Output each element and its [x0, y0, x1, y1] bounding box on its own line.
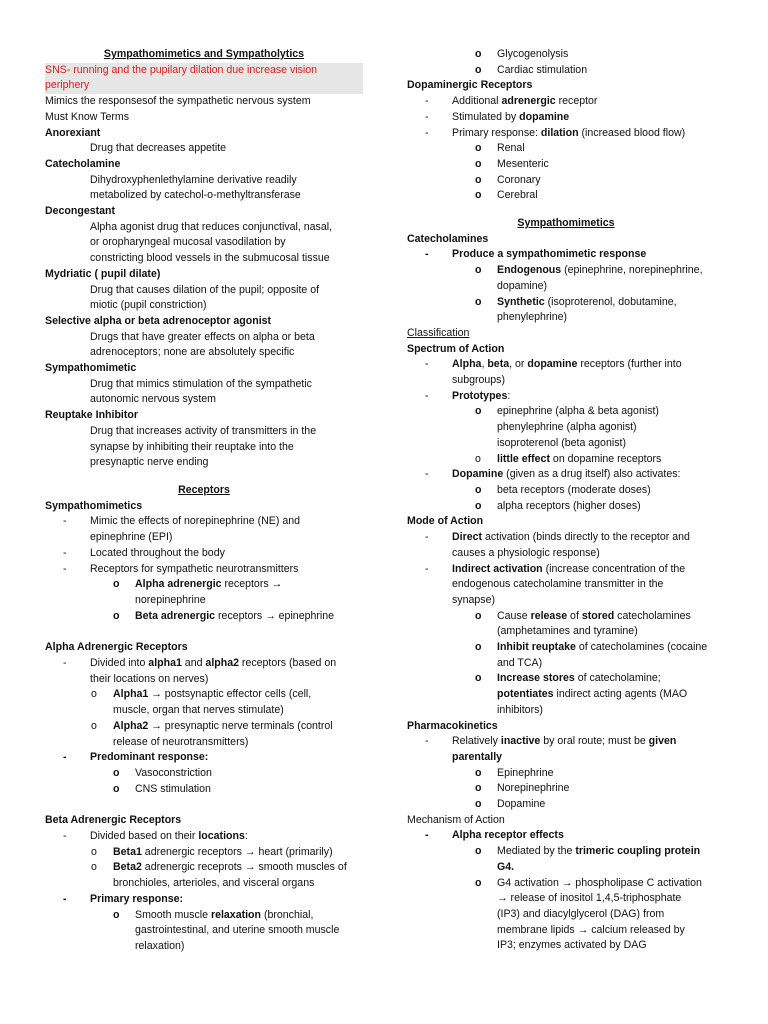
bullet-marker: o: [475, 173, 482, 186]
text-line: [407, 656, 725, 672]
text-line: [407, 326, 725, 342]
line-text: little effect on dopamine receptors: [497, 452, 662, 465]
bullet-marker: -: [425, 829, 429, 842]
bullet-marker: -: [425, 358, 429, 371]
line-text: Dihydroxyphenlethylamine derivative readily: [90, 173, 297, 186]
line-text: metabolized by catechol-o-methyltransferase: [90, 189, 301, 202]
text-line: [407, 750, 725, 766]
line-text: alpha receptors (higher doses): [497, 499, 641, 512]
line-text: G4.: [497, 860, 515, 873]
bullet-marker: o: [475, 157, 482, 170]
bullet-marker: -: [425, 389, 429, 402]
text-line: [407, 530, 725, 546]
line-text: → release of inositol 1,4,5-triphosphate: [497, 892, 682, 905]
text-line: [407, 110, 725, 126]
text-line: [45, 923, 363, 939]
term-heading: [45, 157, 363, 173]
text-line: [45, 845, 363, 861]
bullet-marker: o: [113, 766, 120, 779]
bullet-marker: o: [475, 189, 482, 202]
term-heading: [407, 232, 725, 248]
text-line: [407, 609, 725, 625]
term-heading: [45, 267, 363, 283]
text-line: [45, 424, 363, 440]
line-text: epinephrine (EPI): [90, 531, 173, 544]
line-text: Renal: [497, 142, 525, 155]
line-text: Mimic the effects of norepinephrine (NE) and: [90, 515, 301, 528]
line-text: Receptors for sympathetic neurotransmitters: [90, 562, 299, 575]
line-text: adrenoceptors; none are absolutely specific: [90, 346, 295, 359]
line-text: Spectrum of Action: [407, 342, 505, 355]
line-text: G4 activation → phospholipase C activation: [497, 876, 702, 889]
text-line: [407, 546, 725, 562]
line-text: periphery: [45, 79, 90, 92]
line-text: Coronary: [497, 173, 541, 186]
text-line: [45, 188, 363, 204]
line-text: Pharmacokinetics: [407, 719, 498, 732]
text-line: [45, 703, 363, 719]
line-text: Norepinephrine: [497, 782, 570, 795]
line-text: Produce a sympathomimetic response: [452, 248, 647, 261]
line-text: Divided into alpha1 and alpha2 receptors (based on: [90, 657, 337, 670]
bullet-marker: o: [475, 264, 482, 277]
line-text: relaxation): [135, 939, 185, 952]
bullet-marker: o: [475, 641, 482, 654]
bullet-marker: o: [91, 719, 97, 732]
line-text: Sympathomimetics: [45, 499, 143, 512]
section-heading: [407, 216, 725, 232]
bullet-marker: -: [63, 892, 67, 905]
text-line: [407, 907, 725, 923]
text-line: [407, 373, 725, 389]
line-text: Drug that causes dilation of the pupil; opposite of: [90, 283, 320, 296]
text-line: [407, 703, 725, 719]
text-line: [45, 656, 363, 672]
line-text: constricting blood vessels in the submucosal tissue: [90, 252, 330, 265]
line-text: Mesenteric: [497, 157, 549, 170]
text-line: [407, 860, 725, 876]
line-text: phenylephrine (alpha agonist): [497, 421, 637, 434]
text-line: [45, 782, 363, 798]
bullet-marker: o: [475, 845, 482, 858]
text-line: [45, 609, 363, 625]
line-text: Stimulated by dopamine: [452, 110, 570, 123]
line-text: Primary response: dilation (increased blood flow): [452, 126, 686, 139]
text-line: [45, 235, 363, 251]
line-text: Primary response:: [90, 892, 184, 905]
text-line: [45, 514, 363, 530]
line-text: muscle, organ that nerves stimulate): [113, 704, 284, 717]
line-text: Direct activation (binds directly to the receptor and: [452, 531, 690, 544]
line-text: release of neurotransmitters): [113, 735, 249, 748]
text-line: [45, 593, 363, 609]
term-heading: [45, 361, 363, 377]
line-text: Endogenous (epinephrine, norepinephrine,: [497, 264, 703, 277]
text-line: [407, 797, 725, 813]
line-text: Relatively inactive by oral route; must be given: [452, 735, 677, 748]
term-heading: [45, 204, 363, 220]
bullet-marker: o: [475, 798, 482, 811]
term-heading: [407, 514, 725, 530]
line-text: Drugs that have greater effects on alpha or beta: [90, 330, 315, 343]
line-text: inhibitors): [497, 703, 543, 716]
text-line: [45, 141, 363, 157]
bullet-marker: o: [475, 483, 482, 496]
text-line: [407, 467, 725, 483]
text-line: [407, 876, 725, 892]
line-text: Cause release of stored catecholamines: [497, 609, 691, 622]
line-text: Drug that mimics stimulation of the sympathetic: [90, 377, 312, 390]
text-line: [407, 141, 725, 157]
line-text: Beta Adrenergic Receptors: [45, 814, 182, 827]
term-heading: [45, 813, 363, 829]
left-column: [45, 47, 363, 955]
text-line: [45, 345, 363, 361]
bullet-marker: -: [425, 735, 429, 748]
line-text: (IP3) and diacylglycerol (DAG) from: [497, 907, 665, 920]
bullet-marker: o: [475, 48, 482, 60]
text-line: [45, 672, 363, 688]
line-text: Receptors: [178, 483, 230, 496]
line-text: synapse): [452, 593, 495, 606]
line-text: Mode of Action: [407, 515, 484, 528]
text-line: [407, 247, 725, 263]
text-line: [45, 78, 363, 94]
bullet-marker: -: [63, 515, 67, 528]
text-line: [407, 452, 725, 468]
text-line: [407, 593, 725, 609]
text-line: [45, 546, 363, 562]
line-text: gastrointestinal, and uterine smooth muscle: [135, 924, 340, 937]
line-text: Catecholamines: [407, 232, 489, 245]
line-text: Indirect activation (increase concentration of the: [452, 562, 686, 575]
line-text: bronchioles, arterioles, and visceral organs: [113, 877, 315, 890]
section-heading: [45, 483, 363, 499]
line-text: Mediated by the trimeric coupling protein: [497, 845, 701, 858]
text-line: [45, 735, 363, 751]
line-text: Alpha1 → postsynaptic effector cells (cell,: [113, 688, 312, 701]
line-text: Selective alpha or beta adrenoceptor agonist: [45, 314, 272, 327]
line-text: IP3; enzymes activated by DAG: [497, 939, 647, 952]
line-text: autonomic nervous system: [90, 393, 217, 406]
text-line: [407, 436, 725, 452]
section-heading: [45, 47, 363, 63]
line-text: Located throughout the body: [90, 546, 225, 559]
bullet-marker: o: [91, 688, 97, 701]
text-line: [45, 908, 363, 924]
line-text: Sympathomimetic: [45, 362, 137, 375]
text-line: [45, 939, 363, 955]
term-heading: [407, 342, 725, 358]
text-line: [407, 188, 725, 204]
bullet-marker: o: [475, 672, 482, 685]
bullet-marker: o: [475, 609, 482, 622]
text-line: [45, 110, 363, 126]
text-line: [407, 844, 725, 860]
text-line: [407, 404, 725, 420]
line-text: Alpha2 → presynaptic nerve terminals (control: [113, 719, 333, 732]
line-text: Synthetic (isoproterenol, dobutamine,: [497, 295, 677, 308]
text-line: [45, 860, 363, 876]
text-line: [407, 923, 725, 939]
text-line: [407, 173, 725, 189]
text-line: [407, 357, 725, 373]
text-line: [45, 719, 363, 735]
line-text: Vasoconstriction: [135, 766, 212, 779]
line-text: Prototypes:: [452, 389, 511, 402]
term-heading: [407, 78, 725, 94]
text-line: [407, 687, 725, 703]
line-text: Predominant response:: [90, 751, 209, 764]
text-line: [45, 298, 363, 314]
line-text: Beta adrenergic receptors → epinephrine: [135, 609, 335, 622]
text-line: [407, 781, 725, 797]
line-text: Alpha Adrenergic Receptors: [45, 641, 188, 654]
line-text: Mechanism of Action: [407, 813, 505, 826]
bullet-marker: -: [63, 830, 67, 843]
bullet-marker: o: [113, 782, 120, 795]
line-text: isoproterenol (beta agonist): [497, 436, 626, 449]
line-text: norepinephrine: [135, 593, 206, 606]
bullet-marker: o: [475, 142, 482, 155]
line-text: Mydriatic ( pupil dilate): [45, 267, 161, 280]
bullet-marker: o: [475, 782, 482, 795]
line-text: Reuptake Inhibitor: [45, 409, 138, 422]
line-text: Cardiac stimulation: [497, 63, 588, 76]
line-text: Sympathomimetics and Sympatholytics: [103, 48, 305, 60]
text-line: [45, 687, 363, 703]
line-text: Alpha, beta, or dopamine receptors (further into: [452, 358, 682, 371]
line-text: dopamine): [497, 279, 548, 292]
line-text: Beta2 adrenergic receprots → smooth muscles of: [113, 861, 347, 874]
line-text: Smooth muscle relaxation (bronchial,: [135, 908, 314, 921]
line-text: Classification: [407, 326, 470, 339]
text-line: [45, 530, 363, 546]
line-text: Alpha receptor effects: [452, 829, 564, 842]
bullet-marker: o: [475, 452, 481, 465]
text-line: [45, 251, 363, 267]
text-line: [45, 829, 363, 845]
line-text: or oropharyngeal mucosal vasodilation by: [90, 236, 286, 249]
bullet-marker: o: [113, 609, 120, 622]
bullet-marker: o: [475, 499, 482, 512]
bullet-marker: o: [113, 908, 120, 921]
text-line: [407, 828, 725, 844]
bullet-marker: o: [475, 766, 482, 779]
line-text: Beta1 adrenergic receptors → heart (primarily): [113, 845, 333, 858]
line-text: (amphetamines and tyramine): [497, 625, 638, 638]
line-text: Drug that increases activity of transmitters in the: [90, 424, 317, 437]
text-line: [45, 283, 363, 299]
line-text: epinephrine (alpha & beta agonist): [497, 405, 659, 418]
line-text: causes a physiologic response): [452, 546, 600, 559]
line-text: presynaptic nerve ending: [90, 456, 209, 469]
line-text: subgroups): [452, 374, 505, 387]
line-text: Drug that decreases appetite: [90, 142, 227, 155]
text-line: [407, 389, 725, 405]
text-line: [407, 94, 725, 110]
text-line: [407, 577, 725, 593]
text-line: [45, 173, 363, 189]
text-line: [407, 813, 725, 829]
line-text: Divided based on their locations:: [90, 830, 248, 843]
text-line: [407, 263, 725, 279]
bullet-marker: -: [425, 110, 429, 123]
bullet-marker: o: [475, 405, 482, 418]
bullet-marker: -: [425, 95, 429, 108]
line-text: phenylephrine): [497, 311, 568, 324]
line-text: and TCA): [497, 656, 543, 669]
term-heading: [45, 640, 363, 656]
line-text: parentally: [452, 750, 503, 763]
text-line: [407, 420, 725, 436]
term-heading: [45, 499, 363, 515]
text-line: [45, 63, 363, 79]
text-line: [407, 499, 725, 515]
text-line: [45, 392, 363, 408]
text-line: [45, 220, 363, 236]
line-text: their locations on nerves): [90, 672, 209, 685]
line-text: Epinephrine: [497, 766, 554, 779]
term-heading: [45, 408, 363, 424]
line-text: synapse by inhibiting their reuptake into the: [90, 440, 294, 453]
bullet-marker: -: [63, 657, 67, 670]
text-line: [407, 279, 725, 295]
line-text: Cerebral: [497, 189, 538, 202]
text-line: [407, 483, 725, 499]
text-line: [407, 891, 725, 907]
line-text: Increase stores of catecholamine;: [497, 672, 661, 685]
text-line: [45, 892, 363, 908]
bullet-marker: -: [425, 468, 429, 481]
line-text: Mimics the responsesof the sympathetic nervous system: [45, 95, 311, 108]
text-line: [407, 295, 725, 311]
right-column: [407, 47, 725, 954]
term-heading: [407, 719, 725, 735]
text-line: [45, 766, 363, 782]
text-line: [407, 47, 725, 63]
bullet-marker: o: [475, 876, 482, 889]
text-line: [45, 562, 363, 578]
line-text: Sympathomimetics: [517, 217, 615, 230]
text-line: [45, 330, 363, 346]
text-line: [45, 876, 363, 892]
bullet-marker: -: [425, 562, 429, 575]
bullet-marker: -: [63, 562, 67, 575]
text-line: [45, 455, 363, 471]
text-line: [407, 734, 725, 750]
bullet-marker: -: [425, 531, 429, 544]
text-line: [407, 310, 725, 326]
line-text: Glycogenolysis: [497, 48, 569, 60]
text-line: [407, 640, 725, 656]
text-line: [407, 157, 725, 173]
text-line: [407, 562, 725, 578]
line-text: Catecholamine: [45, 157, 121, 170]
line-text: SNS- running and the pupilary dilation due increase vision: [45, 63, 318, 76]
line-text: Dopaminergic Receptors: [407, 79, 533, 92]
line-text: Alpha adrenergic receptors →: [135, 578, 283, 591]
text-line: [407, 766, 725, 782]
bullet-marker: o: [113, 578, 120, 591]
bullet-marker: -: [63, 751, 67, 764]
text-line: [45, 750, 363, 766]
line-text: miotic (pupil constriction): [90, 299, 207, 312]
line-text: Alpha agonist drug that reduces conjunctival, nasal,: [90, 220, 333, 233]
bullet-marker: o: [475, 63, 482, 76]
bullet-marker: o: [91, 845, 97, 858]
line-text: beta receptors (moderate doses): [497, 483, 651, 496]
text-line: [45, 577, 363, 593]
text-line: [407, 624, 725, 640]
line-text: CNS stimulation: [135, 782, 211, 795]
line-text: Inhibit reuptake of catecholamines (cocaine: [497, 641, 708, 654]
text-line: [45, 440, 363, 456]
bullet-marker: -: [425, 248, 429, 261]
bullet-marker: o: [91, 861, 97, 874]
line-text: Decongestant: [45, 205, 116, 218]
line-text: membrane lipids → calcium released by: [497, 923, 685, 936]
bullet-marker: -: [63, 546, 67, 559]
line-text: Dopamine: [497, 798, 546, 811]
text-line: [407, 938, 725, 954]
line-text: endogenous catecholamine transmitter in the: [452, 578, 664, 591]
text-line: [407, 671, 725, 687]
line-text: potentiates indirect acting agents (MAO: [497, 688, 688, 701]
line-text: Additional adrenergic receptor: [452, 95, 598, 108]
line-text: Anorexiant: [45, 126, 101, 139]
bullet-marker: -: [425, 126, 429, 139]
text-line: [45, 377, 363, 393]
text-line: [407, 63, 725, 79]
line-text: Dopamine (given as a drug itself) also activates:: [452, 468, 681, 481]
text-line: [407, 126, 725, 142]
bullet-marker: o: [475, 295, 482, 308]
line-text: Must Know Terms: [45, 110, 129, 123]
text-line: [45, 94, 363, 110]
term-heading: [45, 126, 363, 142]
term-heading: [45, 314, 363, 330]
